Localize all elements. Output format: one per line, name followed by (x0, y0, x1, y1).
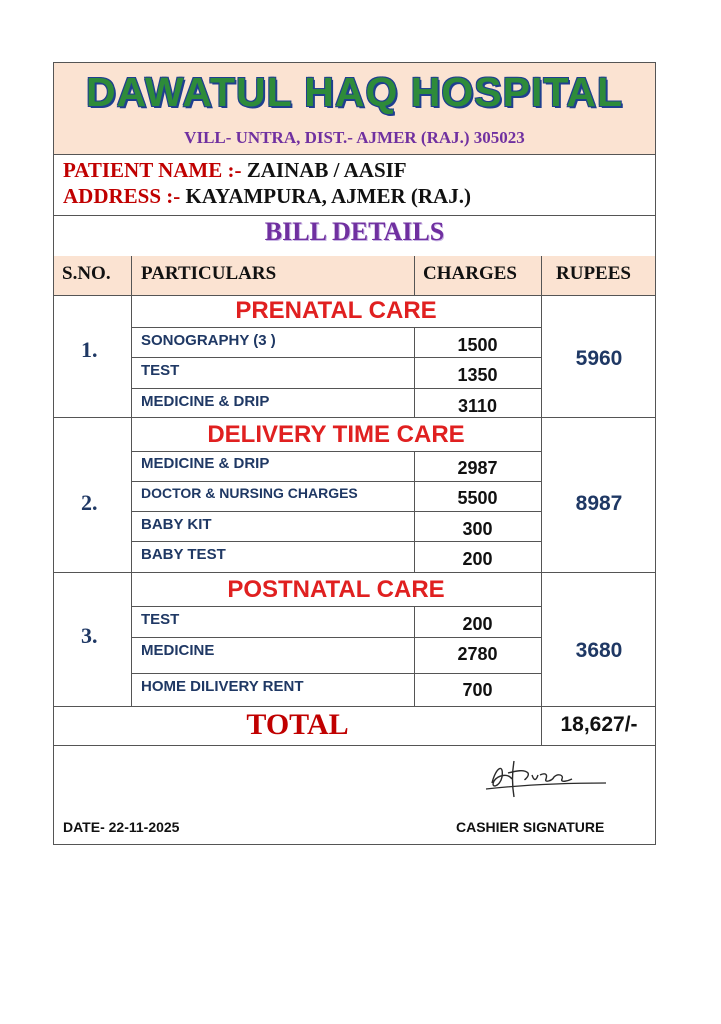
item-label: HOME DILIVERY RENT (141, 678, 304, 695)
total-label: TOTAL (246, 708, 349, 741)
item-label: DOCTOR & NURSING CHARGES (141, 485, 358, 501)
hospital-name: DAWATUL HAQ HOSPITAL (85, 69, 624, 115)
section-rupees: 3680 (575, 639, 623, 662)
cashier-signature (482, 753, 612, 805)
header-charges: CHARGES (423, 263, 517, 284)
item-charge: 1500 (457, 335, 498, 355)
divider (54, 417, 655, 418)
section-rupees: 8987 (575, 492, 623, 515)
section-sno: 1. (81, 337, 98, 362)
divider (54, 154, 655, 155)
col-divider (414, 256, 415, 295)
item-charge: 700 (462, 680, 493, 700)
divider (54, 745, 655, 746)
item-label: BABY KIT (141, 516, 212, 533)
header-rupees: RUPEES (556, 263, 631, 284)
patient-name-value: ZAINAB / AASIF (246, 158, 407, 182)
row-divider (131, 451, 541, 452)
item-label: BABY TEST (141, 546, 226, 563)
bill-title: BILL DETAILS (264, 217, 445, 246)
row-divider (131, 606, 541, 607)
bill-date: DATE- 22-11-2025 (63, 819, 180, 835)
divider (54, 215, 655, 216)
hospital-header (54, 63, 655, 154)
signature-label: CASHIER SIGNATURE (456, 819, 605, 835)
item-label: MEDICINE & DRIP (141, 455, 270, 472)
section-title: DELIVERY TIME CARE (207, 421, 465, 448)
item-label: MEDICINE & DRIP (141, 393, 270, 410)
item-charge: 5500 (457, 488, 498, 508)
divider (54, 572, 655, 573)
patient-address-row (63, 184, 471, 209)
row-divider (131, 637, 541, 638)
patient-name-row (63, 158, 407, 183)
row-divider (131, 511, 541, 512)
section-sno: 2. (81, 490, 98, 515)
row-divider (131, 481, 541, 482)
row-divider (131, 388, 541, 389)
patient-address-label: ADDRESS :- (63, 184, 181, 208)
item-label: TEST (141, 362, 180, 379)
row-divider (131, 673, 541, 674)
item-charge: 3110 (457, 396, 498, 416)
total-value: 18,627/- (560, 713, 638, 736)
item-label: MEDICINE (141, 642, 215, 659)
item-charge: 2987 (457, 458, 498, 478)
patient-address-value: KAYAMPURA, AJMER (RAJ.) (185, 184, 471, 208)
section-title: POSTNATAL CARE (227, 576, 445, 603)
item-label: TEST (141, 611, 180, 628)
section-sno: 3. (81, 623, 98, 648)
divider (54, 295, 655, 296)
section-rupees: 5960 (575, 347, 623, 370)
item-label: SONOGRAPHY (3 ) (141, 332, 276, 349)
item-charge: 2780 (457, 644, 498, 664)
item-charge: 200 (462, 549, 493, 569)
divider (54, 706, 655, 707)
patient-name-label: PATIENT NAME :- (63, 158, 242, 182)
header-particulars: PARTICULARS (141, 263, 277, 284)
hospital-address: VILL- UNTRA, DIST.- AJMER (RAJ.) 305023 (62, 125, 647, 151)
item-charge: 200 (462, 614, 493, 634)
item-charge: 1350 (457, 365, 498, 385)
bill-sheet (53, 62, 656, 845)
row-divider (131, 541, 541, 542)
row-divider (131, 327, 541, 328)
row-divider (131, 357, 541, 358)
item-charge: 300 (462, 519, 493, 539)
section-title: PRENATAL CARE (235, 297, 437, 324)
header-sno: S.NO. (62, 263, 111, 284)
